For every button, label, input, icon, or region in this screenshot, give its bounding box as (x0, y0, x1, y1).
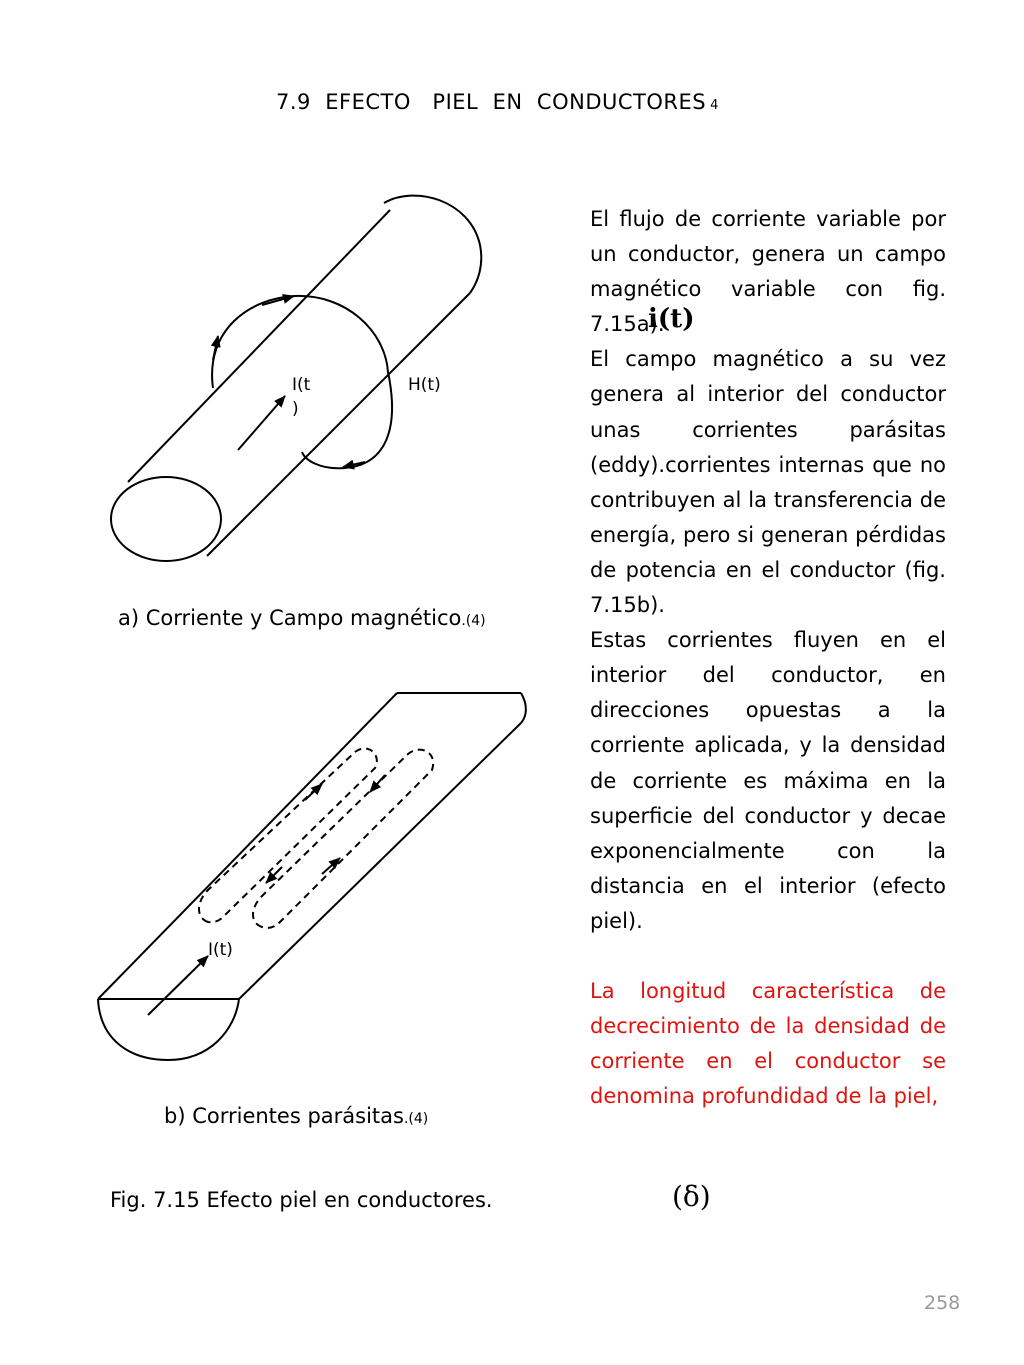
body-text (590, 202, 946, 1114)
current-label-a-line1: I(t (292, 375, 311, 395)
figure-a-caption (118, 606, 486, 630)
field-loop-lower (302, 372, 392, 468)
figure-b-caption (164, 1104, 428, 1128)
paragraph-2: El campo magnético a su vez genera al interior del conductor unas corrientes parásitas (eddy).corrientes internas que no contribuyen al la transferencia de energía, pero si generan pérdidas de potencia en el conductor (fig. 7.15b). (590, 347, 946, 618)
section-title-reference: 4 (710, 98, 719, 113)
current-symbol-overlay: i(t) (648, 304, 695, 334)
current-label-a-line2: ) (292, 399, 299, 419)
current-arrow-b (148, 956, 208, 1015)
paragraph-4-highlight: La longitud característica de decrecimiento de la densidad de corriente en el conductor se denomina profundidad de la piel, (590, 978, 946, 1109)
figure-b-caption-text: b) Corrientes parásitas (164, 1104, 404, 1128)
paragraph-3: Estas corrientes fluyen en el interior del conductor, en direcciones opuestas a la corriente aplicada, y la densidad de corriente es máxima en la superficie del conductor y decae exponencialmente con la distancia en el interior (efecto piel). (590, 628, 946, 933)
eddy-current-loop-left (199, 748, 377, 922)
eddy-arrow-2 (370, 775, 385, 792)
eddy-current-loop-right (253, 750, 433, 928)
cylinder-front-end (111, 477, 221, 561)
half-cylinder-front-arc (98, 999, 239, 1060)
figure-a-caption-text: a) Corriente y Campo magnético (118, 606, 462, 630)
eddy-arrow-3 (266, 867, 282, 883)
figure-b-caption-ref: .(4) (403, 1111, 429, 1127)
figure-a-caption-ref: .(4) (461, 613, 486, 629)
half-cylinder-top-edge (98, 693, 397, 999)
section-title-text: 7.9 EFECTO PIEL EN CONDUCTORES (276, 90, 707, 114)
delta-symbol: (δ) (672, 1180, 711, 1213)
half-cylinder-back-arc (521, 693, 526, 723)
cylinder-back-end (384, 196, 481, 293)
cylinder-top-edge (128, 210, 390, 482)
eddy-arrow-1 (305, 784, 322, 800)
page-number: 258 (924, 1292, 961, 1314)
figure-b-half-cylinder (98, 693, 526, 1060)
figure-caption: Fig. 7.15 Efecto piel en conductores. (110, 1188, 493, 1212)
cylinder-bottom-edge (207, 293, 470, 556)
field-label: H(t) (408, 375, 441, 395)
current-label-b: I(t) (208, 940, 233, 960)
paragraph-1: El flujo de corriente variable por un conductor, genera un campo magnético variable con fig. 7.15a). (590, 207, 946, 337)
current-arrow-a (238, 396, 285, 450)
